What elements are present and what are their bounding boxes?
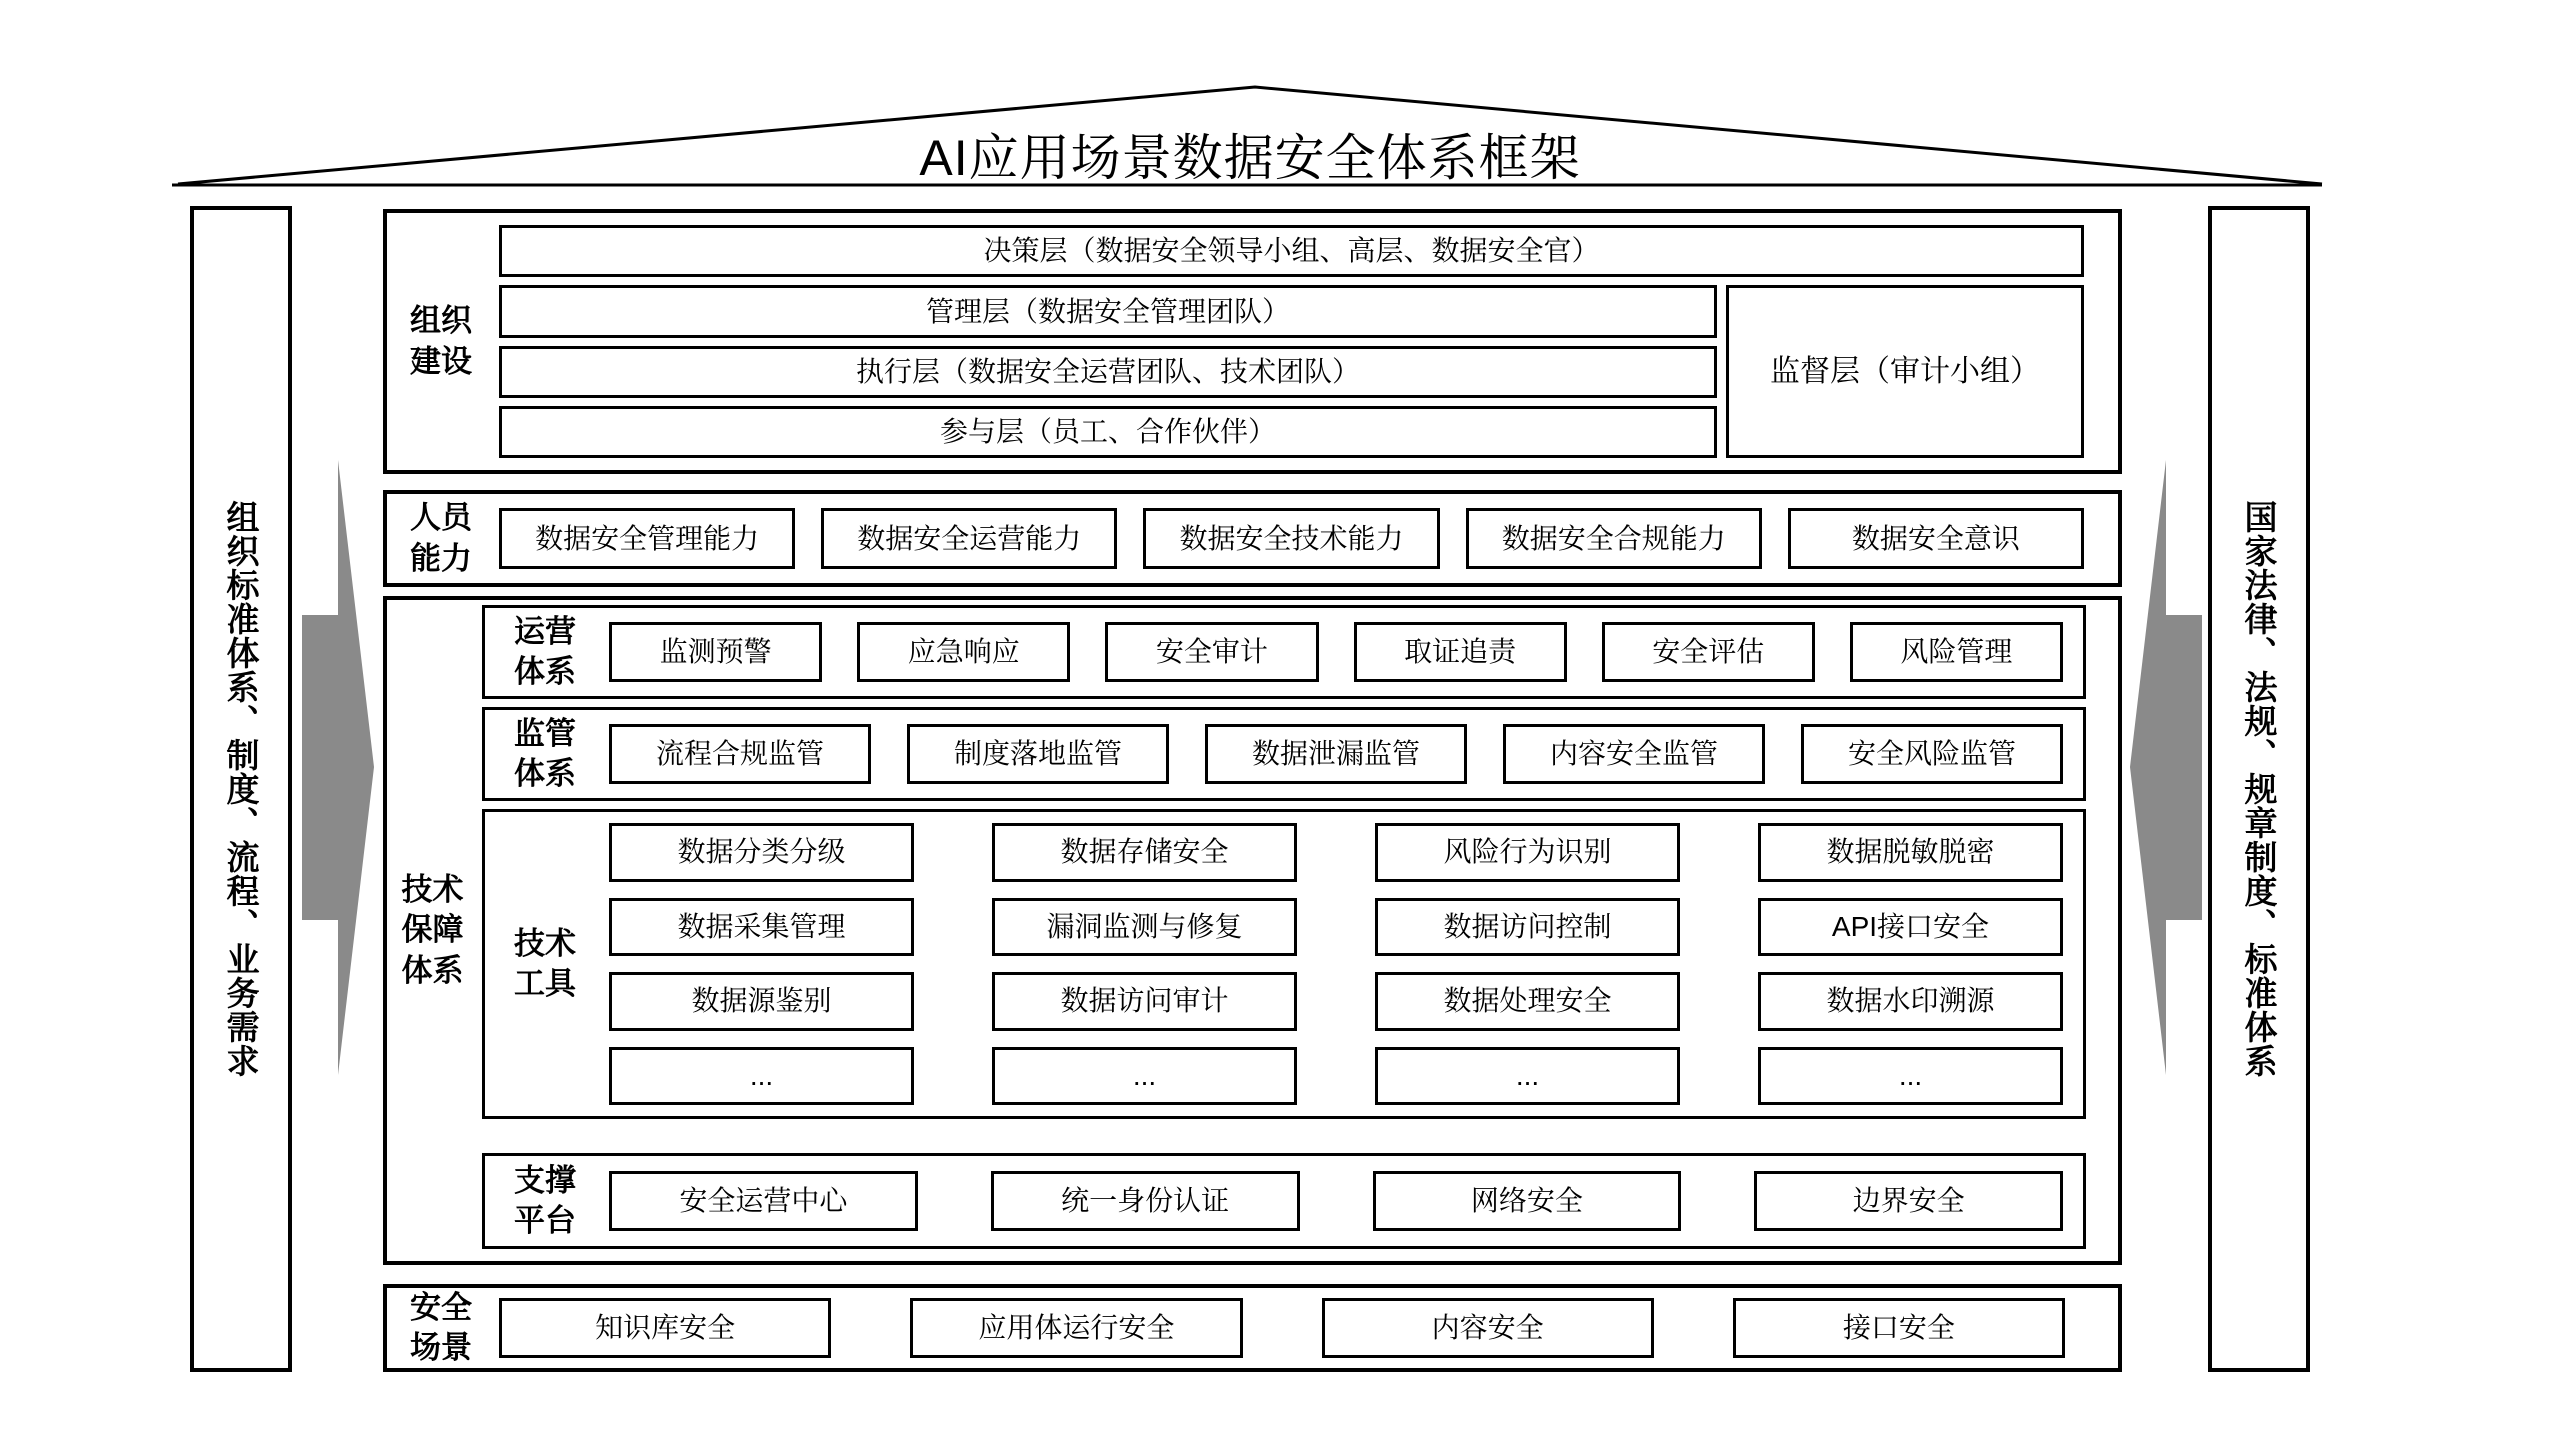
subsection-operation-label-text: 运营体系 bbox=[514, 613, 576, 689]
item-box: 安全运营中心 bbox=[609, 1171, 918, 1231]
item-box: 制度落地监管 bbox=[907, 724, 1169, 784]
item-box: 数据存储安全 bbox=[992, 823, 1297, 882]
item-box: 内容安全 bbox=[1322, 1298, 1654, 1358]
section-security-scenarios bbox=[383, 1284, 2122, 1372]
right-pillar-label: 国家法律、法规、规章制度、标准体系 bbox=[2240, 500, 2278, 1078]
section-tech-assurance bbox=[383, 596, 2122, 1265]
item-box: 数据安全管理能力 bbox=[499, 508, 795, 569]
item-box: 数据安全合规能力 bbox=[1466, 508, 1762, 569]
item-box: 漏洞监测与修复 bbox=[992, 898, 1297, 957]
item-box: 边界安全 bbox=[1754, 1171, 2063, 1231]
subsection-support-platform-label bbox=[485, 1156, 609, 1246]
item-box: 安全风险监管 bbox=[1801, 724, 2063, 784]
org-row-decision: 决策层（数据安全领导小组、高层、数据安全官） bbox=[499, 225, 2084, 277]
item-box: 数据源鉴别 bbox=[609, 972, 914, 1031]
supervision-grid bbox=[609, 710, 2083, 798]
section-personnel-label bbox=[387, 494, 499, 583]
subsection-supervision bbox=[482, 707, 2086, 801]
tech-assurance-column bbox=[482, 600, 2118, 1261]
item-box: 数据安全技术能力 bbox=[1143, 508, 1439, 569]
item-box: 流程合规监管 bbox=[609, 724, 871, 784]
item-box: 应急响应 bbox=[857, 622, 1070, 682]
item-box: ... bbox=[992, 1047, 1297, 1106]
item-box: 数据采集管理 bbox=[609, 898, 914, 957]
item-box: 数据安全意识 bbox=[1788, 508, 2084, 569]
item-box: 安全审计 bbox=[1105, 622, 1318, 682]
organization-grid bbox=[499, 213, 2118, 470]
left-pointing-arrow-icon bbox=[2126, 455, 2206, 1080]
subsection-tech-tools bbox=[482, 809, 2086, 1119]
item-box: 风险行为识别 bbox=[1375, 823, 1680, 882]
item-box: 数据脱敏脱密 bbox=[1758, 823, 2063, 882]
item-box: 安全评估 bbox=[1602, 622, 1815, 682]
item-box: 数据处理安全 bbox=[1375, 972, 1680, 1031]
item-box: 监测预警 bbox=[609, 622, 822, 682]
item-box: 数据安全运营能力 bbox=[821, 508, 1117, 569]
org-supervision-box: 监督层（审计小组） bbox=[1726, 285, 2084, 458]
tech-tools-grid bbox=[609, 812, 2083, 1116]
section-personnel bbox=[383, 490, 2122, 587]
item-box: 数据访问控制 bbox=[1375, 898, 1680, 957]
section-security-scenarios-label-text: 安全场景 bbox=[410, 1289, 472, 1365]
item-box: 统一身份认证 bbox=[991, 1171, 1300, 1231]
item-box: 知识库安全 bbox=[499, 1298, 831, 1358]
item-box: ... bbox=[609, 1047, 914, 1106]
org-row-management: 管理层（数据安全管理团队） bbox=[499, 285, 1717, 337]
item-box: API接口安全 bbox=[1758, 898, 2063, 957]
right-pillar bbox=[2208, 206, 2310, 1372]
security-scenarios-grid bbox=[499, 1288, 2118, 1368]
section-organization-label bbox=[387, 213, 499, 470]
item-box: 数据水印溯源 bbox=[1758, 972, 2063, 1031]
section-tech-assurance-label-text: 技术保障体系 bbox=[401, 872, 464, 988]
left-pillar-label: 组织标准体系、制度、流程、业务需求 bbox=[222, 500, 260, 1078]
subsection-tech-tools-label bbox=[485, 812, 609, 1116]
diagram-title: AI应用场景数据安全体系框架 bbox=[919, 130, 1581, 186]
personnel-grid bbox=[499, 494, 2118, 583]
item-box: 网络安全 bbox=[1373, 1171, 1682, 1231]
section-organization-label-text: 组织建设 bbox=[410, 303, 472, 379]
item-box: 内容安全监管 bbox=[1503, 724, 1765, 784]
subsection-operation-label bbox=[485, 608, 609, 696]
right-pointing-arrow-icon bbox=[298, 455, 378, 1080]
item-box: ... bbox=[1375, 1047, 1680, 1106]
item-box: 取证追责 bbox=[1354, 622, 1567, 682]
item-box: 数据访问审计 bbox=[992, 972, 1297, 1031]
item-box: ... bbox=[1758, 1047, 2063, 1106]
org-row-execution: 执行层（数据安全运营团队、技术团队） bbox=[499, 346, 1717, 398]
subsection-supervision-label-text: 监管体系 bbox=[514, 715, 576, 791]
section-personnel-label-text: 人员能力 bbox=[410, 500, 472, 576]
item-box: 应用体运行安全 bbox=[910, 1298, 1242, 1358]
subsection-support-platform bbox=[482, 1153, 2086, 1249]
subsection-tech-tools-label-text: 技术工具 bbox=[514, 925, 576, 1001]
org-row-participation: 参与层（员工、合作伙伴） bbox=[499, 406, 1717, 458]
subsection-support-platform-label-text: 支撑平台 bbox=[514, 1162, 576, 1238]
item-box: 风险管理 bbox=[1850, 622, 2063, 682]
item-box: 数据分类分级 bbox=[609, 823, 914, 882]
subsection-supervision-label bbox=[485, 710, 609, 798]
subsection-operation bbox=[482, 605, 2086, 699]
support-platform-grid bbox=[609, 1156, 2083, 1246]
section-tech-assurance-label bbox=[387, 600, 482, 1261]
section-security-scenarios-label bbox=[387, 1288, 499, 1368]
section-organization bbox=[383, 209, 2122, 474]
item-box: 数据泄漏监管 bbox=[1205, 724, 1467, 784]
left-pillar bbox=[190, 206, 292, 1372]
operation-grid bbox=[609, 608, 2083, 696]
item-box: 接口安全 bbox=[1733, 1298, 2065, 1358]
